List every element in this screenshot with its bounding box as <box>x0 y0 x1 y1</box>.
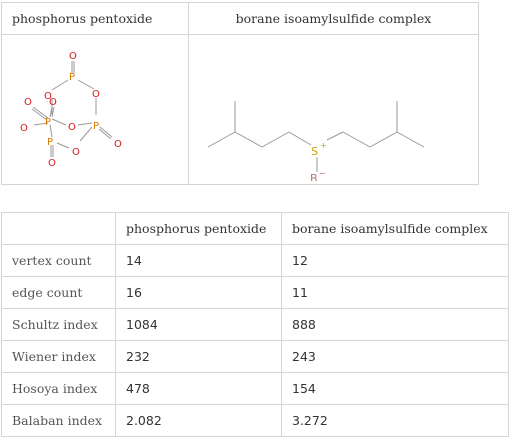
structure-header-phosphorus-pentoxide: phosphorus pentoxide <box>2 3 189 35</box>
value-borane-isoamylsulfide: 888 <box>282 309 509 341</box>
borane-isoamylsulfide-structure-diagram <box>189 35 458 181</box>
structures-header-row <box>2 3 479 35</box>
atom-s-label: S <box>311 145 318 158</box>
row-label: Hosoya index <box>2 373 116 405</box>
value-borane-isoamylsulfide: 11 <box>282 277 509 309</box>
value-phosphorus-pentoxide: 2.082 <box>116 405 282 437</box>
atom-o-label: O <box>92 89 100 100</box>
value-phosphorus-pentoxide: 232 <box>116 341 282 373</box>
atom-o-label: O <box>24 97 32 108</box>
atom-p-label: P <box>93 121 100 132</box>
table-row <box>2 341 509 373</box>
row-label: edge count <box>2 277 116 309</box>
phosphorus-pentoxide-structure-cell <box>2 35 189 185</box>
atom-b-charge: − <box>319 169 326 178</box>
properties-table <box>1 212 509 437</box>
row-label: Schultz index <box>2 309 116 341</box>
borane-isoamylsulfide-structure-cell <box>189 35 479 185</box>
borane-complex-atoms <box>310 141 327 181</box>
atom-o-label: O <box>20 123 28 134</box>
atom-o-label: O <box>69 51 77 62</box>
properties-header-row <box>2 213 509 245</box>
value-borane-isoamylsulfide: 243 <box>282 341 509 373</box>
atom-o-label: O <box>49 97 57 108</box>
value-phosphorus-pentoxide: 14 <box>116 245 282 277</box>
table-row <box>2 277 509 309</box>
atom-o-label: O <box>48 158 56 169</box>
atom-p-label: P <box>47 137 54 148</box>
value-phosphorus-pentoxide: 16 <box>116 277 282 309</box>
table-row <box>2 373 509 405</box>
structures-image-row <box>2 35 479 185</box>
structures-table <box>1 2 479 185</box>
properties-header-phosphorus-pentoxide: phosphorus pentoxide <box>116 213 282 245</box>
row-label: Wiener index <box>2 341 116 373</box>
atom-o-label: O <box>114 139 122 150</box>
atom-b-label: B <box>310 172 318 181</box>
phosphorus-pentoxide-structure-diagram <box>2 35 168 181</box>
atom-o-label: O <box>72 147 80 158</box>
value-phosphorus-pentoxide: 478 <box>116 373 282 405</box>
table-row <box>2 245 509 277</box>
value-borane-isoamylsulfide: 12 <box>282 245 509 277</box>
atom-p-label: P <box>45 117 52 128</box>
table-row <box>2 405 509 437</box>
table-row <box>2 309 509 341</box>
atom-p-label: P <box>69 72 76 83</box>
atom-o-label: O <box>44 91 52 102</box>
atom-s-charge: + <box>320 141 327 150</box>
value-borane-isoamylsulfide: 154 <box>282 373 509 405</box>
borane-complex-bonds <box>208 101 424 172</box>
row-label: Balaban index <box>2 405 116 437</box>
properties-header-borane-isoamylsulfide: borane isoamylsulfide complex <box>282 213 509 245</box>
properties-header-empty <box>2 213 116 245</box>
structure-header-borane-isoamylsulfide: borane isoamylsulfide complex <box>189 3 479 35</box>
value-phosphorus-pentoxide: 1084 <box>116 309 282 341</box>
p4o10-atoms <box>20 51 122 169</box>
atom-o-label: O <box>68 122 76 133</box>
value-borane-isoamylsulfide: 3.272 <box>282 405 509 437</box>
row-label: vertex count <box>2 245 116 277</box>
